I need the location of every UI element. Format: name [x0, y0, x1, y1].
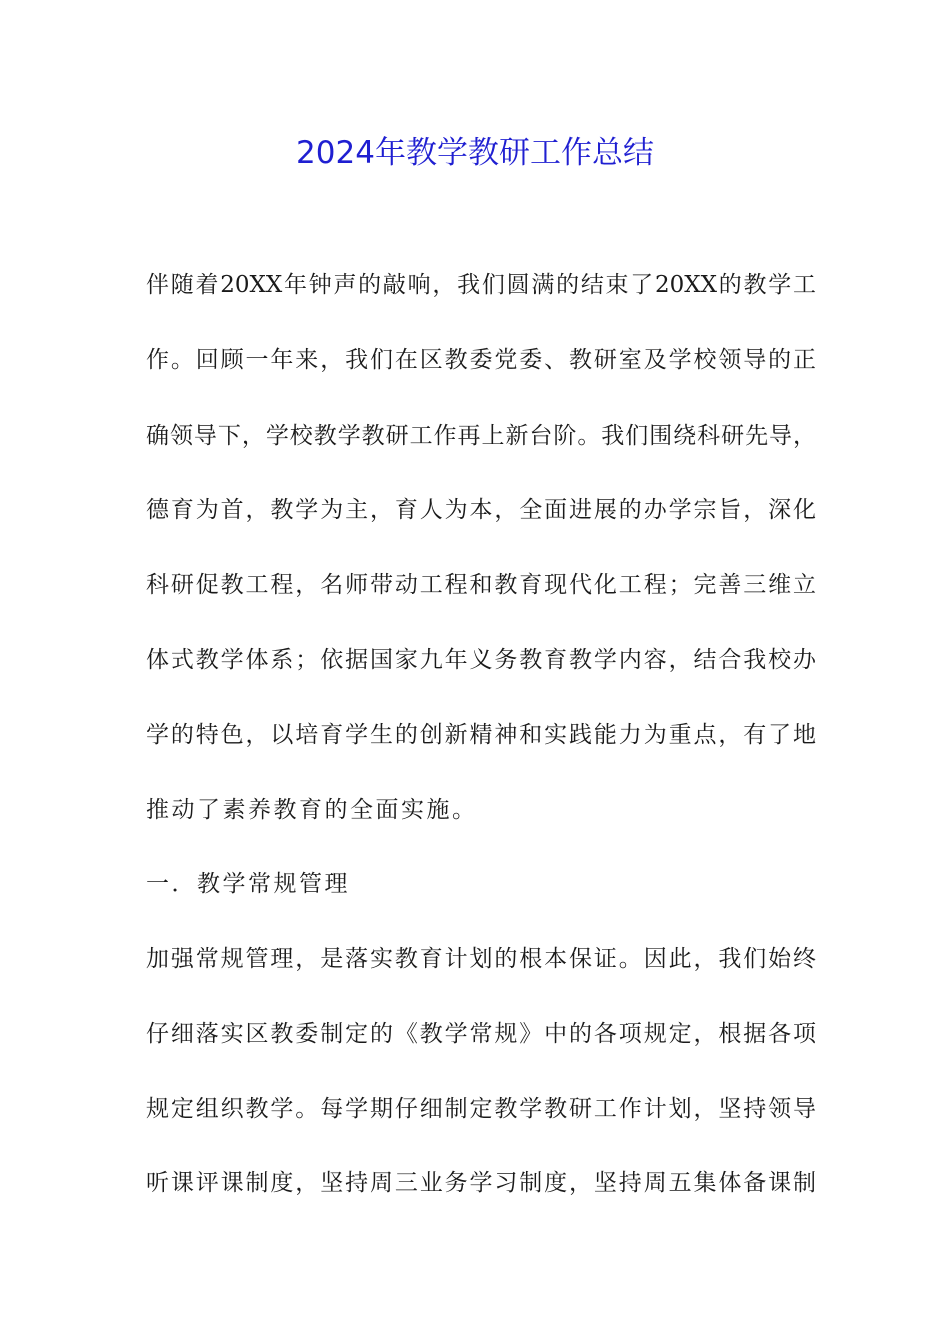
paragraph-line: 确领导下，学校教学教研工作再上新台阶。我们围绕科研先导， [146, 423, 816, 449]
paragraph-line: 听课评课制度，坚持周三业务学习制度，坚持周五集体备课制 [146, 1170, 816, 1196]
paragraph-line: 体式教学体系；依据国家九年义务教育教学内容，结合我校办 [146, 647, 816, 673]
paragraph-line: 加强常规管理，是落实教育计划的根本保证。因此，我们始终 [146, 946, 816, 972]
paragraph-line-last: 推动了素养教育的全面实施。 [146, 797, 478, 823]
paragraph-line: 学的特色，以培育学生的创新精神和实践能力为重点，有了地 [146, 722, 816, 748]
section-heading: 一．教学常规管理 [146, 871, 350, 897]
paragraph-line: 规定组织教学。每学期仔细制定教学教研工作计划，坚持领导 [146, 1096, 816, 1122]
paragraph-line: 科研促教工程，名师带动工程和教育现代化工程；完善三维立 [146, 572, 816, 598]
paragraph-line: 德育为首，教学为主，育人为本，全面进展的办学宗旨，深化 [146, 497, 816, 523]
document-title: 2024年教学教研工作总结 [296, 135, 654, 171]
paragraph-line: 作。回顾一年来，我们在区教委党委、教研室及学校领导的正 [146, 347, 816, 373]
paragraph-line: 伴随着20XX年钟声的敲响，我们圆满的结束了20XX的教学工 [146, 272, 816, 298]
paragraph-line: 仔细落实区教委制定的《教学常规》中的各项规定，根据各项 [146, 1021, 816, 1047]
